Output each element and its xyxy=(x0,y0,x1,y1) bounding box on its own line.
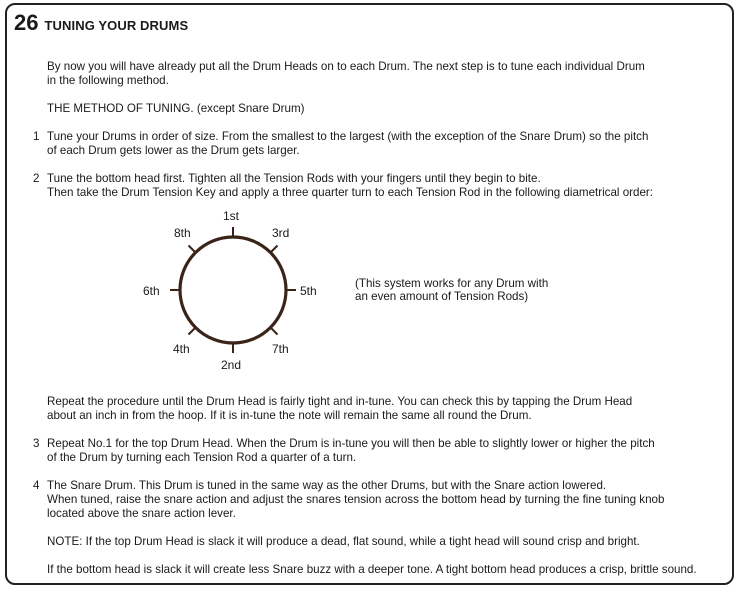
page-number: 26 xyxy=(14,10,39,35)
step-4-line-3: located above the snare action lever. xyxy=(47,507,236,520)
repeat-line-1: Repeat the procedure until the Drum Head is fairly tight and in-tune. You can check this by tapping the Drum Head xyxy=(47,395,633,408)
intro-line-1: By now you will have already put all the Drum Heads on to each Drum. The next step is to tune each individual Drum xyxy=(47,60,645,73)
step-3-line-1: Repeat No.1 for the top Drum Head. When the Drum is in-tune you will then be able to slightly lower or higher the pitch xyxy=(47,437,655,450)
label-1st: 1st xyxy=(223,209,240,223)
step-4-number: 4 xyxy=(33,479,40,492)
page-header xyxy=(14,10,188,36)
step-2-number: 2 xyxy=(33,172,40,185)
step-2-line-1: Tune the bottom head first. Tighten all the Tension Rods with your fingers until they begin to bite. xyxy=(47,172,541,185)
drum-circle-svg xyxy=(130,205,360,375)
diagram-note xyxy=(355,277,548,303)
repeat-line-2: about an inch in from the hoop. If it is in-tune the note will remain the same all round the Drum. xyxy=(47,409,532,422)
step-4-line-1: The Snare Drum. This Drum is tuned in the same way as the other Drums, but with the Snare action lowered. xyxy=(47,479,607,492)
diagram-note-line-2: an even amount of Tension Rods) xyxy=(355,290,529,303)
label-4th: 4th xyxy=(173,342,190,356)
step-1-line-2: of each Drum gets lower as the Drum gets larger. xyxy=(47,144,300,157)
rod-tick-8th xyxy=(189,246,196,253)
step-3-number: 3 xyxy=(33,437,40,450)
step-4-line-2: When tuned, raise the snare action and adjust the snares tension across the bottom head by turning the fine tuning knob xyxy=(47,493,665,506)
rod-tick-7th xyxy=(271,328,278,335)
method-heading: THE METHOD OF TUNING. (except Snare Drum) xyxy=(47,102,305,115)
label-3rd: 3rd xyxy=(272,226,290,240)
step-2-line-2: Then take the Drum Tension Key and apply a three quarter turn to each Tension Rod in the following diametrical order: xyxy=(47,186,654,199)
drum-hoop-circle xyxy=(180,237,286,343)
diagram-note-line-1: (This system works for any Drum with xyxy=(355,277,549,290)
page-title: TUNING YOUR DRUMS xyxy=(44,18,189,33)
step-1-number: 1 xyxy=(33,130,40,143)
label-5th: 5th xyxy=(300,284,317,298)
label-6th: 6th xyxy=(143,284,160,298)
label-2nd: 2nd xyxy=(221,358,242,372)
label-7th: 7th xyxy=(272,342,289,356)
rod-tick-4th xyxy=(189,328,196,335)
rod-tick-3rd xyxy=(271,246,278,253)
bottom-note-text: If the bottom head is slack it will create less Snare buzz with a deeper tone. A tight bottom head produces a crisp, brittle sound. xyxy=(47,563,697,576)
note-text: NOTE: If the top Drum Head is slack it will produce a dead, flat sound, while a tight head will sound crisp and bright. xyxy=(47,535,640,548)
intro-line-2: in the following method. xyxy=(47,74,169,87)
tension-rod-diagram xyxy=(130,205,360,375)
step-3-line-2: of the Drum by turning each Tension Rod a quarter of a turn. xyxy=(47,451,357,464)
step-1-line-1: Tune your Drums in order of size. From the smallest to the largest (with the exception of the Snare Drum) so the pitch xyxy=(47,130,649,143)
label-8th: 8th xyxy=(174,226,191,240)
